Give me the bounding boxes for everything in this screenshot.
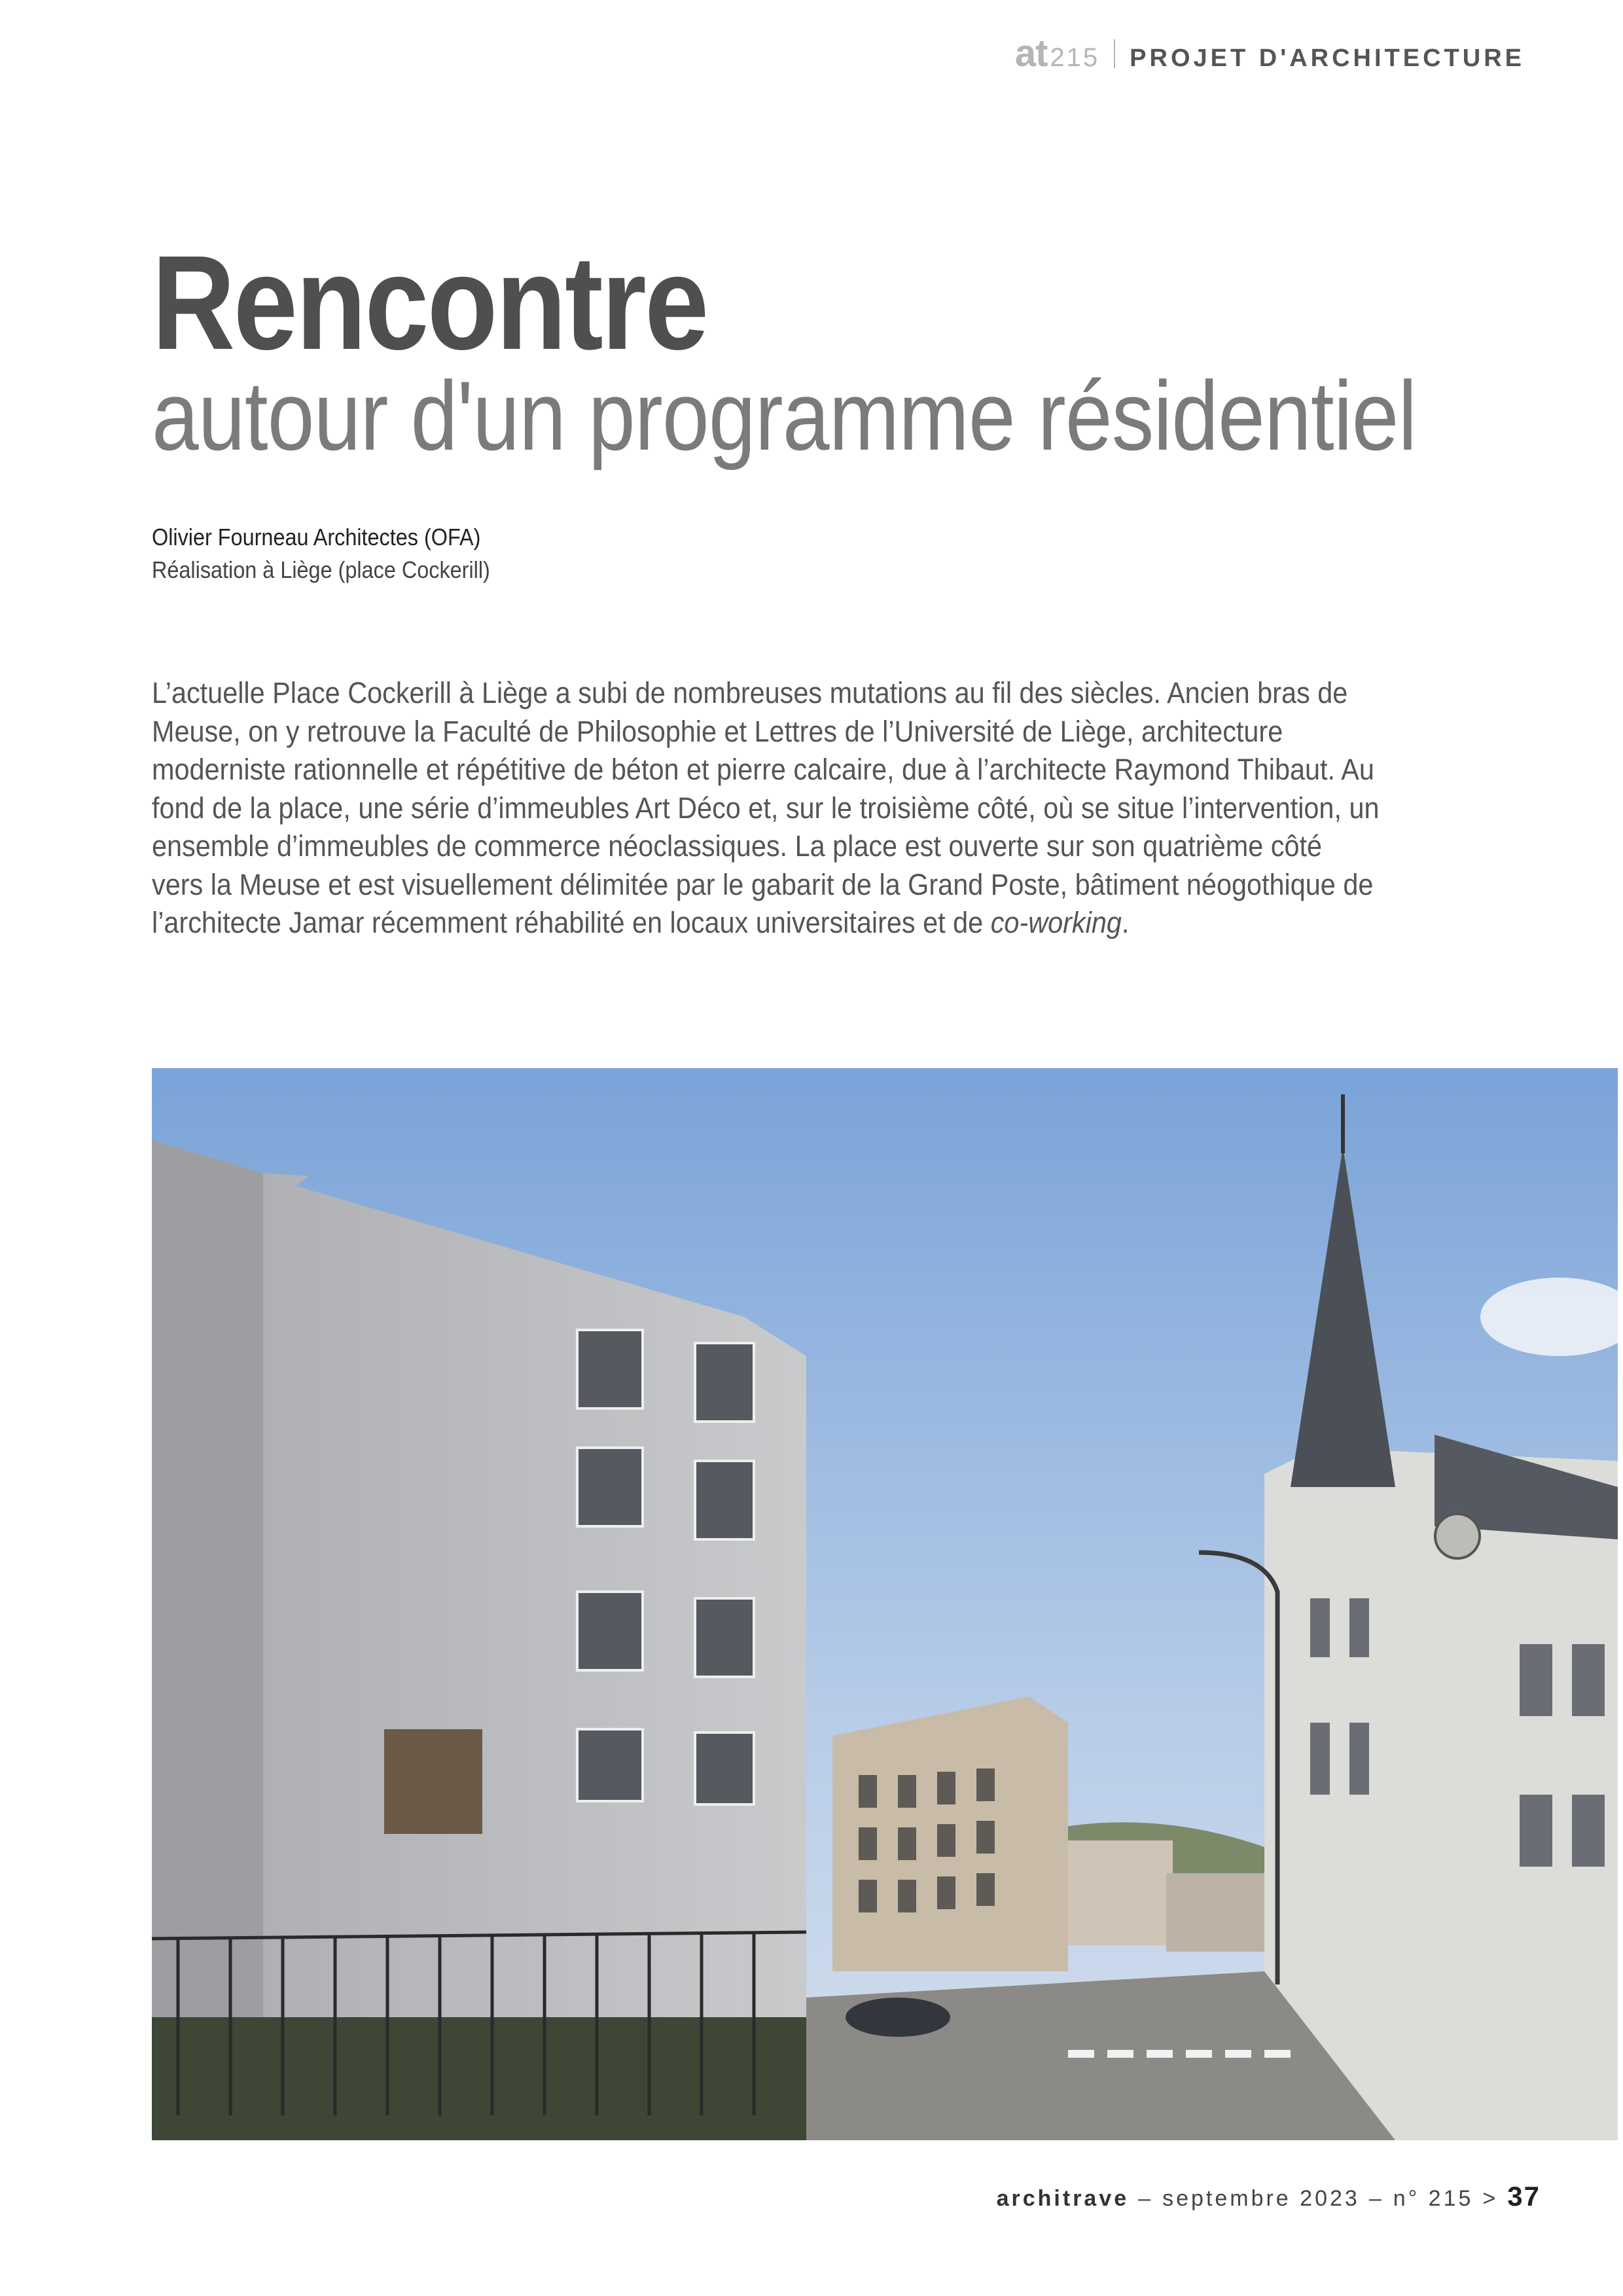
intro-paragraph: L’actuelle Place Cockerill à Liège a subi de nombreuses mutations au fil des siècles. Ancien bras de Meuse, on y retrouve la Faculté de Philosophie et Lettres de l’Université de Liège, architecture moderniste rationnelle et répétitive de béton et pierre calcaire, due à l’architecte Raymond Thibaut. Au fond de la place, une série d’immeubles Art Déco et, sur le troisième côté, où se situe l’intervention, un ensemble d’immeubles de commerce néoclassiques. La place est ouverte sur son quatrième côté vers la Meuse et est visuellement délimitée par le gabarit de la Grand Poste, bâtiment néogothique de l’architecte Jamar récemment réhabilité en locaux universitaires et de co-working. (152, 676, 1380, 939)
magazine-logo: at 215 (1014, 32, 1100, 75)
clock (1435, 1514, 1480, 1558)
page-footer: architrave – septembre 2023 – n° 215 > 37 (996, 2181, 1541, 2212)
university-side (152, 1140, 263, 2140)
footer-magazine: architrave (996, 2186, 1130, 2211)
intro-text: L’actuelle Place Cockerill à Liège a subi de nombreuses mutations au fil des siècles. Ancien bras de Meuse, on y retrouve la Faculté de Philosophie et Lettres de l’Université de Liège, architecture moderniste rationnelle et répétitive de béton et pierre calcaire, due à l’architecte Raymond Thibaut. Au fond de la place, une série d’immeubles Art Déco et, sur le troisième côté, où se situe l’intervention, un ensemble d’immeubles de commerce néoclassiques. La place est ouverte sur son quatrième côté vers la Meuse et est visuellement délimitée par le gabarit de la Grand Poste, bâtiment néogothique de l’architecte Jamar récemment réhabilité en locaux universitaires et de (152, 676, 1380, 939)
section-label: PROJET D'ARCHITECTURE (1130, 45, 1525, 72)
footer-date: septembre 2023 (1162, 2186, 1360, 2211)
article-subtitle: autour d'un programme résidentiel (152, 361, 1417, 471)
hedge (152, 2017, 806, 2140)
entrance-door (384, 1729, 482, 1834)
footer-issue: n° 215 (1393, 2186, 1474, 2211)
architect-name: Olivier Fourneau Architectes (OFA) (152, 524, 481, 550)
article-credits (152, 521, 490, 586)
project-location: Réalisation à Liège (place Cockerill) (152, 556, 490, 583)
parked-car (846, 1998, 950, 2037)
intro-italic-term: co-working (990, 906, 1122, 939)
page-number: 37 (1507, 2181, 1541, 2212)
article-title: Rencontre (152, 228, 707, 378)
photo-illustration (152, 1068, 1618, 2140)
header-divider (1114, 39, 1115, 68)
page-header (1015, 31, 1525, 75)
place-cockerill-photo (152, 1068, 1618, 2140)
